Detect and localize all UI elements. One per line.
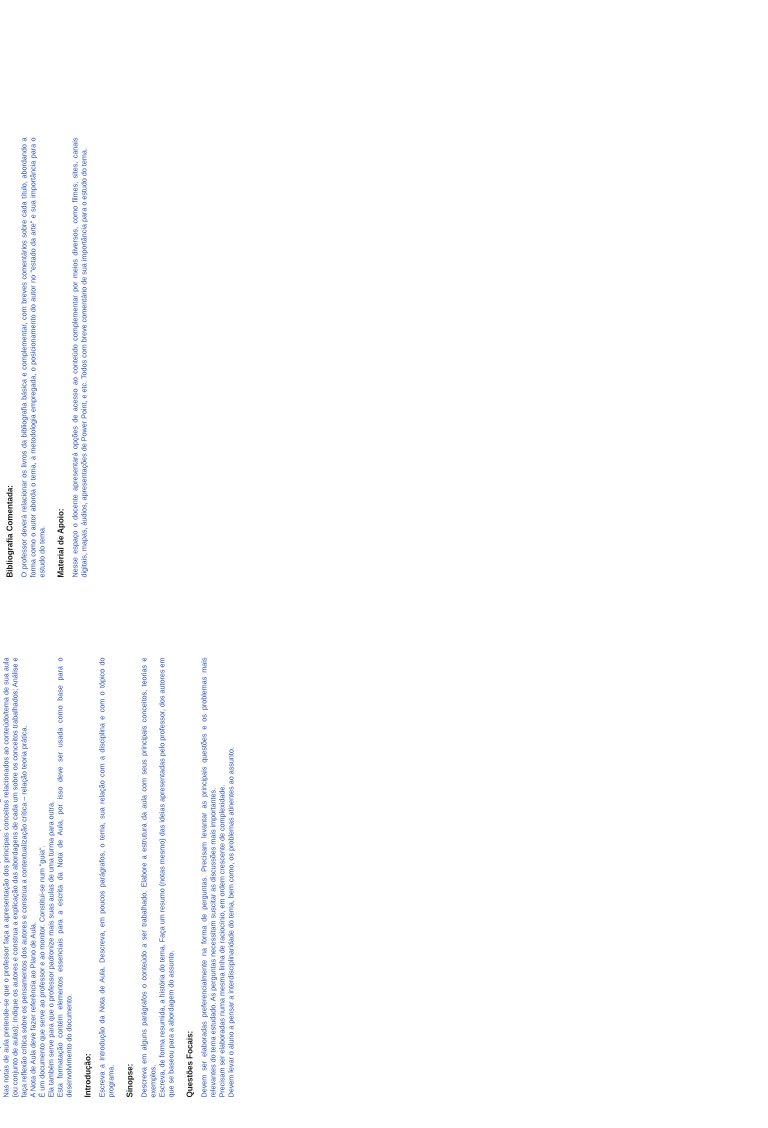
- intro-text: [0, 658, 73, 1098]
- document-page-2: [0, 108, 500, 608]
- document-page-1: [0, 628, 500, 1128]
- page2-sections: [0, 138, 88, 578]
- intro-paragraph: Esta formatação contém elementos essenciais para a escrita da Nota de Aula, por isso deve ser usada como base para o desenvolvimento do documento.: [55, 657, 73, 1098]
- section-paragraph: Escreva, de forma resumida, a história do tema. Faça um resumo (notas mesmo) das ideias apresentadas pelo professor, dos autores em que se baseou para a abordagem do assunto.: [157, 657, 175, 1098]
- section-title: Material de Apoio:: [56, 508, 65, 578]
- section-paragraph: Devem levar o aluno a pensar a interdisciplinaridade do tema, bem como, os problemas atinentes ao assunto.: [226, 747, 235, 1098]
- section-paragraph: Devem ser elaboradas preferencialmente na forma de perguntas. Precisam levantar as principais questões e os problemas mais relevantes do tema estudado. As perguntas necessitam suscitar as discussões mais importantes.: [199, 657, 217, 1098]
- section-title: Sinopse:: [125, 1063, 134, 1098]
- section-paragraph: Nesse espaço o docente apresentará opções de acesso ao conteúdo complementar por meios diversos, como filmes, sites, canais digitais, mapas, áudios, apresentações de Power Point, e etc. Todos com breve comentário de sua importância para o estudo do tema.: [70, 137, 88, 578]
- intro-paragraph: A Nota de Aula deve fazer referência ao Plano de Aula.: [28, 922, 37, 1098]
- section-title: Questões Focais:: [185, 1030, 194, 1098]
- section-title: Introdução:: [83, 1053, 92, 1098]
- page1-sections: [83, 658, 235, 1098]
- intro-paragraph: Ela também serve para que o professor padronize mais suas aulas de uma turma para outra.: [46, 801, 55, 1098]
- section-paragraph: O professor deverá relacionar os livros da bibliografia básica e complementar, com breves comentários sobre cada título, abordando a forma como o autor aborda o tema, a metodologia empregada, o posicionamento do autor no "estado da arte" e sua importância para o estudo do tema.: [19, 137, 46, 578]
- section-paragraph: Descreva em alguns parágrafos o conteúdo a ser trabalhado. Elabore a estrutura da aula com seus principais conceitos, teorias e exemplos.: [139, 657, 157, 1098]
- intro-paragraph: É um documento que serve ao professor e ao monitor. Constitui-se num "guia".: [37, 845, 46, 1098]
- section-title: Bibliografia Comentada:: [5, 485, 14, 578]
- section-paragraph: Escreva a Introdução da Nota de Aula. Descreva, em poucos parágrafos, o tema, sua relação com a disciplina e com o tópico do programa.: [97, 657, 115, 1098]
- intro-paragraph: Nas notas de aula pretende-se que o professor faça a apresentação dos principais conceitos relacionados ao conteúdo/tema de sua aula (ou conjunto de aulas); Indique os autores e construa a explicação das abordagens de cada um sobre os conceitos trabalhados; Análise e faça reflexão crítica sobre os pensamentos dos autores e construa a contextualização crítica – relação teoria prática.: [1, 657, 28, 1098]
- section-paragraph: Precisam ser elaboradas numa mesma linha de raciocínio, em ordem crescente de complexidade.: [217, 784, 226, 1098]
